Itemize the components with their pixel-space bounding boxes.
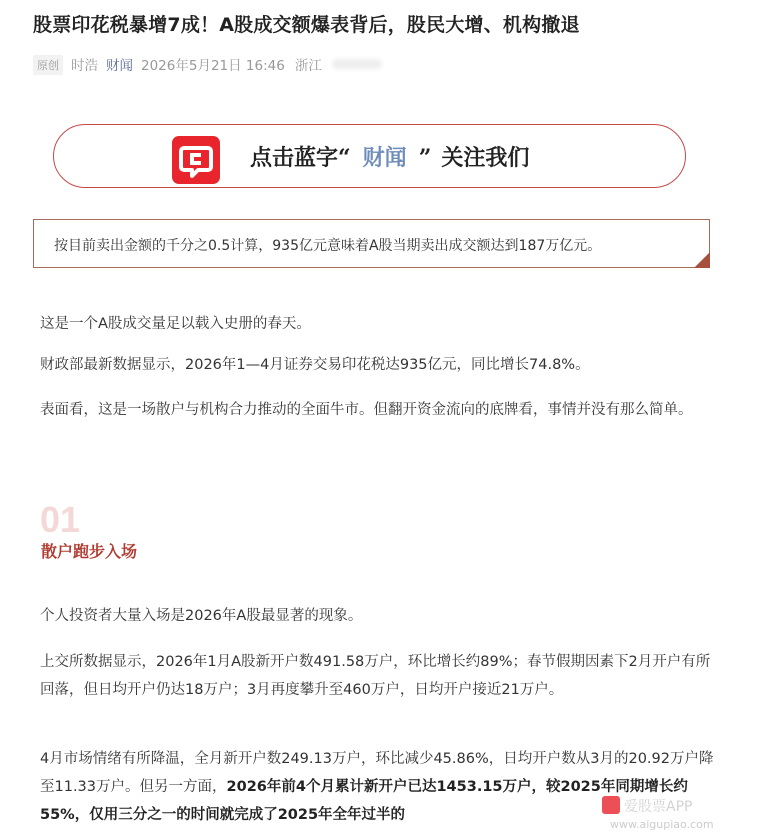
- redacted-mark: [332, 59, 382, 69]
- section-number: 01: [40, 499, 81, 540]
- summary-box: [33, 219, 710, 268]
- author-name: 时浩: [71, 58, 98, 74]
- paragraph-3-bold: 2026年前4个月累计新开户已达1453.15万户，较2025年同期增长约55%，仅用三分之一的时间就完成了2025年全年过半的: [40, 779, 688, 823]
- summary-text: 按目前卖出金额的千分之0.5计算，935亿元意味着A股当期卖出成交额达到187万亿元。: [54, 238, 602, 254]
- original-badge: 原创: [33, 55, 63, 75]
- close-quote: ”: [418, 145, 432, 171]
- open-quote: “: [338, 145, 351, 171]
- publish-location: 浙江: [294, 58, 322, 74]
- follow-suffix: 关注我们: [441, 145, 530, 171]
- section-paragraph-3: [40, 745, 720, 829]
- intro-paragraph-2: 财政部最新数据显示，2026年1—4月证券交易印花税达935亿元，同比增长74.8%。: [40, 357, 590, 373]
- paragraph-3-normal: 4月市场情绪有所降温，全月新开户数249.13万户，环比减少45.86%，日均开户数从3月的20.92万户降至11.33万户。但另一方面，: [40, 751, 714, 795]
- section-paragraph-1: 个人投资者大量入场是2026年A股最显著的现象。: [40, 608, 363, 624]
- article-title: 股票印花税暴增7成！A股成交额爆表背后，股民大增、机构撤退: [33, 14, 580, 36]
- section-paragraph-2: 上交所数据显示，2026年1月A股新开户数491.58万户，环比增长约89%；春节假期因素下2月开户有所回落，但日均开户仍达18万户；3月再度攀升至460万户，日均开户接近21万户。: [40, 654, 711, 698]
- watermark-url: www.aigupiao.com: [610, 818, 714, 831]
- intro-paragraph-3: 表面看，这是一场散户与机构合力推动的全面牛市。但翻开资金流向的底牌看，事情并没有那么简单。: [40, 402, 693, 418]
- intro-paragraph-1: 这是一个A股成交量足以载入史册的春天。: [40, 316, 311, 332]
- account-link[interactable]: 财闻: [106, 58, 133, 74]
- article-meta: [33, 54, 382, 75]
- summary-corner-decoration: [694, 252, 710, 268]
- publish-datetime: 2026年5月21日 16:46: [141, 58, 285, 74]
- watermark-line1: 爱股票APP: [624, 799, 693, 815]
- watermark: [602, 796, 692, 816]
- section-title: 散户跑步入场: [41, 542, 138, 561]
- follow-account-name: 财闻: [362, 145, 407, 171]
- follow-prefix: 点击蓝字: [250, 145, 339, 171]
- watermark-logo-icon: [602, 796, 620, 814]
- follow-text[interactable]: [250, 141, 529, 172]
- caiwen-logo-icon: [172, 136, 220, 184]
